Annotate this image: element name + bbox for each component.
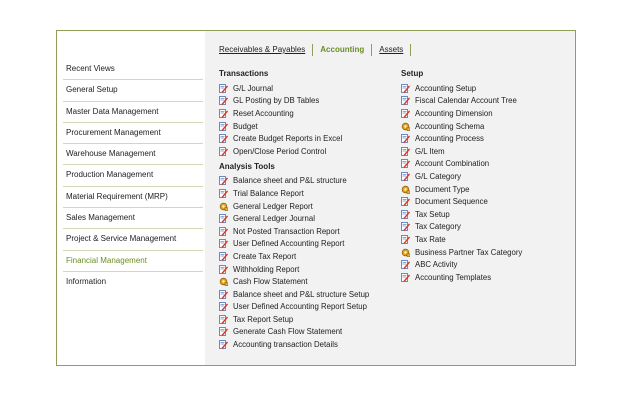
tab-bar xyxy=(219,43,411,57)
menu-item-label: Cash Flow Statement xyxy=(233,277,308,287)
sidebar-item-warehouse-management[interactable]: Warehouse Management xyxy=(63,144,203,165)
menu-item-label: Tax Category xyxy=(415,222,461,232)
menu-item-label: Generate Cash Flow Statement xyxy=(233,327,343,337)
menu-item-label: Accounting Dimension xyxy=(415,108,493,118)
menu-item-label: Accounting Templates xyxy=(415,272,492,282)
menu-item-document-type[interactable] xyxy=(401,183,581,196)
doc-pencil-icon xyxy=(401,159,410,168)
menu-item-create-tax-report[interactable] xyxy=(219,250,399,263)
menu-item-label: Balance sheet and P&L structure Setup xyxy=(233,289,370,299)
menu-item-label: Accounting Schema xyxy=(415,121,485,131)
menu-item-cash-flow-statement[interactable] xyxy=(219,275,399,288)
gear-icon xyxy=(219,277,228,286)
doc-pencil-icon xyxy=(401,222,410,231)
menu-item-fiscal-calendar-account-tree[interactable] xyxy=(401,95,581,108)
doc-pencil-icon xyxy=(401,172,410,181)
menu-item-label: Fiscal Calendar Account Tree xyxy=(415,96,517,106)
gear-icon xyxy=(401,248,410,257)
menu-item-tax-category[interactable] xyxy=(401,221,581,234)
doc-pencil-icon xyxy=(219,265,228,274)
tab-assets[interactable]: Assets xyxy=(372,44,411,56)
menu-item-tax-rate[interactable] xyxy=(401,233,581,246)
doc-pencil-icon xyxy=(219,302,228,311)
menu-item-tax-report-setup[interactable] xyxy=(219,313,399,326)
doc-pencil-icon xyxy=(401,197,410,206)
menu-item-accounting-schema[interactable] xyxy=(401,120,581,133)
menu-item-label: Account Combination xyxy=(415,159,490,169)
menu-item-accounting-setup[interactable] xyxy=(401,82,581,95)
setup-list xyxy=(401,82,581,284)
menu-item-label: Budget xyxy=(233,121,258,131)
menu-item-label: Business Partner Tax Category xyxy=(415,247,523,257)
menu-item-label: Create Budget Reports in Excel xyxy=(233,134,343,144)
sidebar-item-information[interactable]: Information xyxy=(66,276,107,286)
menu-item-label: Balance sheet and P&L structure xyxy=(233,176,347,186)
menu-item-label: Tax Rate xyxy=(415,234,446,244)
doc-pencil-icon xyxy=(401,260,410,269)
right-column xyxy=(401,67,581,284)
analysis-heading: Analysis Tools xyxy=(219,161,275,171)
menu-item-label: Withholding Report xyxy=(233,264,300,274)
menu-item-label: GL Posting by DB Tables xyxy=(233,96,320,106)
menu-item-abc-activity[interactable] xyxy=(401,258,581,271)
doc-pencil-icon xyxy=(401,235,410,244)
menu-item-generate-cash-flow-statement[interactable] xyxy=(219,326,399,339)
menu-item-label: Trial Balance Report xyxy=(233,188,304,198)
sidebar-item-recent-views[interactable]: Recent Views xyxy=(63,59,203,80)
setup-heading: Setup xyxy=(401,69,424,78)
menu-item-label: Tax Setup xyxy=(415,209,450,219)
menu-item-label: Tax Report Setup xyxy=(233,314,294,324)
gear-icon xyxy=(219,202,228,211)
menu-item-label: Accounting Setup xyxy=(415,83,477,93)
doc-pencil-icon xyxy=(401,96,410,105)
menu-item-label: User Defined Accounting Report xyxy=(233,239,345,249)
menu-item-label: Open/Close Period Control xyxy=(233,146,327,156)
menu-item-tax-setup[interactable] xyxy=(401,208,581,221)
menu-item-reset-accounting[interactable] xyxy=(219,107,399,120)
doc-pencil-icon xyxy=(219,252,228,261)
sidebar-item-financial-management[interactable]: Financial Management xyxy=(63,251,203,272)
doc-pencil-icon xyxy=(219,189,228,198)
menu-item-label: Accounting Process xyxy=(415,134,484,144)
doc-pencil-icon xyxy=(219,290,228,299)
doc-pencil-icon xyxy=(219,327,228,336)
doc-pencil-icon xyxy=(219,134,228,143)
transactions-heading: Transactions xyxy=(219,69,269,78)
menu-item-label: G/L Journal xyxy=(233,83,274,93)
doc-pencil-icon xyxy=(219,315,228,324)
doc-pencil-icon xyxy=(219,122,228,131)
doc-pencil-icon xyxy=(219,176,228,185)
menu-item-balance-sheet-and-pandl-structure-setup[interactable] xyxy=(219,288,399,301)
app-frame xyxy=(56,30,576,366)
left-column xyxy=(219,67,399,351)
sidebar-item-material-requirement-mrp[interactable]: Material Requirement (MRP) xyxy=(63,187,203,208)
menu-item-general-ledger-report[interactable] xyxy=(219,200,399,213)
analysis-list xyxy=(219,175,399,351)
menu-item-not-posted-transaction-report[interactable] xyxy=(219,225,399,238)
menu-item-withholding-report[interactable] xyxy=(219,263,399,276)
doc-pencil-icon xyxy=(219,96,228,105)
menu-item-label: Create Tax Report xyxy=(233,251,297,261)
sidebar-item-sales-management[interactable]: Sales Management xyxy=(63,208,203,229)
doc-pencil-icon xyxy=(401,273,410,282)
sidebar-item-procurement-management[interactable]: Procurement Management xyxy=(63,123,203,144)
menu-item-label: G/L Category xyxy=(415,171,462,181)
menu-item-label: General Ledger Journal xyxy=(233,214,315,224)
menu-item-budget[interactable] xyxy=(219,120,399,133)
transactions-list xyxy=(219,82,399,158)
sidebar-item-project-and-service-management[interactable]: Project & Service Management xyxy=(63,229,203,250)
menu-item-label: Accounting transaction Details xyxy=(233,340,338,350)
sidebar xyxy=(57,31,205,365)
menu-item-open-close-period-control[interactable] xyxy=(219,145,399,158)
tab-receivables-and-payables[interactable]: Receivables & Payables xyxy=(219,44,313,56)
doc-pencil-icon xyxy=(219,239,228,248)
doc-pencil-icon xyxy=(219,227,228,236)
doc-pencil-icon xyxy=(401,147,410,156)
menu-item-create-budget-reports-in-excel[interactable] xyxy=(219,132,399,145)
menu-item-account-combination[interactable] xyxy=(401,158,581,171)
doc-pencil-icon xyxy=(219,214,228,223)
tab-accounting[interactable]: Accounting xyxy=(313,44,372,56)
menu-item-label: Document Type xyxy=(415,184,470,194)
menu-item-g-l-category[interactable] xyxy=(401,170,581,183)
doc-pencil-icon xyxy=(219,147,228,156)
menu-item-accounting-process[interactable] xyxy=(401,132,581,145)
menu-item-document-sequence[interactable] xyxy=(401,195,581,208)
doc-pencil-icon xyxy=(219,84,228,93)
menu-item-label: ABC Activity xyxy=(415,260,458,270)
menu-item-general-ledger-journal[interactable] xyxy=(219,212,399,225)
doc-pencil-icon xyxy=(401,210,410,219)
menu-item-label: G/L Item xyxy=(415,146,445,156)
sidebar-nav xyxy=(63,59,203,292)
menu-item-accounting-dimension[interactable] xyxy=(401,107,581,120)
doc-pencil-icon xyxy=(401,134,410,143)
doc-pencil-icon xyxy=(219,340,228,349)
menu-item-gl-posting-by-db-tables[interactable] xyxy=(219,95,399,108)
menu-item-trial-balance-report[interactable] xyxy=(219,187,399,200)
menu-item-label: Reset Accounting xyxy=(233,108,294,118)
sidebar-item-master-data-management[interactable]: Master Data Management xyxy=(63,102,203,123)
doc-pencil-icon xyxy=(219,109,228,118)
main-panel xyxy=(205,31,575,365)
menu-item-accounting-transaction-details[interactable] xyxy=(219,338,399,351)
menu-item-user-defined-accounting-report[interactable] xyxy=(219,238,399,251)
menu-item-accounting-templates[interactable] xyxy=(401,271,581,284)
menu-item-g-l-item[interactable] xyxy=(401,145,581,158)
gear-icon xyxy=(401,185,410,194)
menu-item-business-partner-tax-category[interactable] xyxy=(401,246,581,259)
menu-item-label: General Ledger Report xyxy=(233,201,313,211)
gear-icon xyxy=(401,122,410,131)
menu-item-balance-sheet-and-pandl-structure[interactable] xyxy=(219,175,399,188)
sidebar-item-general-setup[interactable]: General Setup xyxy=(63,80,203,101)
menu-item-g-l-journal[interactable] xyxy=(219,82,399,95)
menu-item-user-defined-accounting-report-setup[interactable] xyxy=(219,301,399,314)
menu-item-label: Document Sequence xyxy=(415,197,488,207)
sidebar-item-production-management[interactable]: Production Management xyxy=(63,165,203,186)
menu-item-label: Not Posted Transaction Report xyxy=(233,226,340,236)
doc-pencil-icon xyxy=(401,84,410,93)
menu-item-label: User Defined Accounting Report Setup xyxy=(233,302,367,312)
doc-pencil-icon xyxy=(401,109,410,118)
